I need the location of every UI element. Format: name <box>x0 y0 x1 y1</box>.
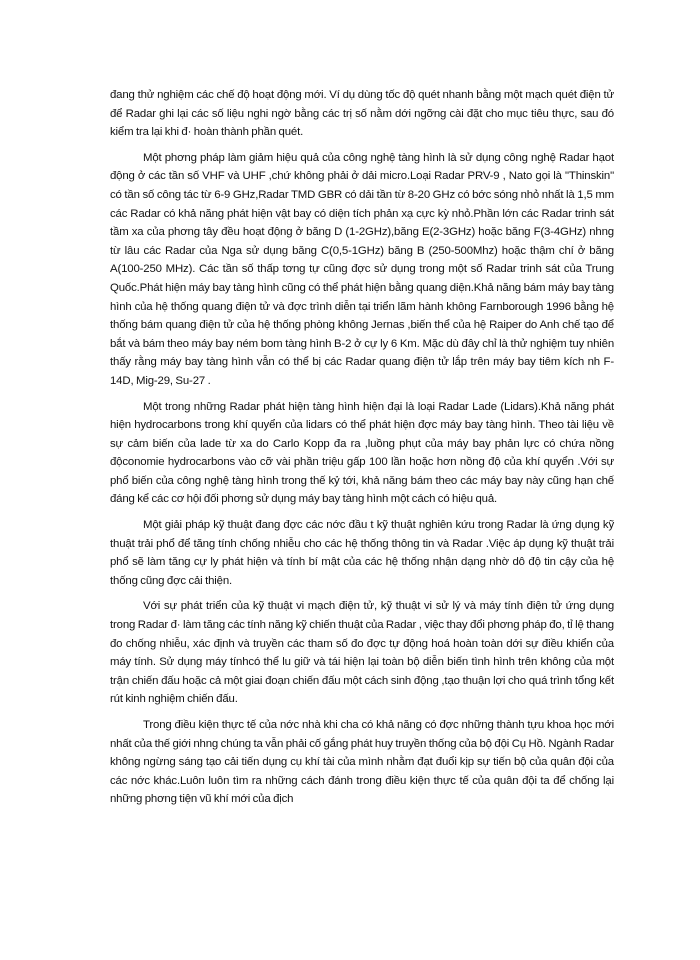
document-page <box>110 86 614 816</box>
paragraph-spread-spectrum: Một giải pháp kỹ thuật đang đợc các nớc đầu t kỹ thuật nghiên kứu trong Radar là ứng dụng kỹ thuật trải phổ để tăng tính chống nhiễu cho các hệ thống thông tin và Radar .Việc áp dụng kỹ thuật trải phổ sẽ làm tăng cự ly phát hiện và tính bí mật của các hệ thống nhận dạng nhờ dô độ tin cậy của hệ thống cũng đợc cải thiện. <box>110 519 614 587</box>
paragraph-microelectronics: Với sự phát triển của kỹ thuật vi mạch điện tử, kỹ thuật vi sử lý và máy tính điện tử ứng dụng trong Radar đ· làm tăng các tính năng kỹ chiến thuật của Radar , việc thay đổi phơng pháp đo, tỉ lệ thang đo chống nhiễu, xác định và truyền các tham số đo đợc tự động hoá hoàn toàn dới sự điều khiển của máy tính. Sử dụng máy tínhcó thể lu giữ và tái hiện lại toàn bộ diễn biến tình hình trên không của một trận chiến đấu hoặc cả một giai đoạn chiến đấu một cách sinh động ,tạo thuận lợi cho quá trình tổng kết rút kinh nghiệm chiến đấu. <box>110 600 614 706</box>
paragraph-low-frequency-radar: Một phơng pháp làm giảm hiệu quả của công nghệ tàng hình là sử dụng công nghệ Radar hạot động ở các tần số VHF và UHF ,chứ không phải ở dải micro.Loại Radar PRV-9 , Nato gọi là "Thinskin" có tần số công tác từ 6-9 GHz,Radar TMD GBR có dải tần từ 8-20 GHz có bớc sóng nhỏ nhất là 1,5 mm các Radar có khả năng phát hiện vật bay có diện tích phản xạ cực kỳ nhỏ.Phần lớn các Radar trinh sát tầm xa của phơng tây đều hoạt động ở băng D (1-2GHz),băng E(2-3GHz) hoặc băng F(3-4GHz) nhng từ lâu các Radar của Nga sử dụng băng C(0,5-1GHz) băng B (250-500Mhz) hoặc thậm chí ở băng A(100-250 MHz). Các tần số thấp tơng tự cũng đợc sử dụng trong một số Radar trinh sát của Trung Quốc.Phát hiện máy bay tàng hình cũng có thể phát hiện bằng quang diện.Khả năng bám máy bay tàng hình của hệ thống quang điện tử và đợc trình diễn tại triển lãm hành không Farnborough 1996 bằng hệ thống bám quang điện tử của hệ thống phòng không Jernas ,biến thể của hệ Raiper do Anh chế tạo để bắt và bám theo máy bay ném bom tàng hình B-2 ở cự ly 6 Km. Mặc dù đây chỉ là thử nghiệm tuy nhiên thấy rằng máy bay tàng hình vẫn có thể bị các Radar quang điện tử lắp trên máy bay tiêm kích nh F-14D, Mig-29, Su-27 . <box>110 151 614 387</box>
paragraph-lidar-detection: Một trong những Radar phát hiện tàng hình hiện đại là loại Radar Lade (Lidars).Khả năng phát hiện hydrocarbons trong khí quyển của lidars có thể phát hiện đợc máy bay tàng hình. Theo tài liệu về sự cảm biến của lade từ xa do Carlo Kopp đa ra ,luồng phụt của máy bay phản lực có chứa nồng độconomie hydrocarbons vào cỡ vài phần triệu gấp 100 lần hoặc hơn nồng độ của khí quyển .Với sự phổ biến của công nghệ tàng hình trong thế kỷ tới, khả năng bám theo các máy bay này cũng hạn chế đáng kể các cơ hội đối phơng sử dụng máy bay tàng hình một cách có hiệu quả. <box>110 400 614 506</box>
paragraph-domestic-conditions: Trong điều kiện thực tế của nớc nhà khi cha có khả năng có đợc những thành tựu khoa học mới nhất của thế giới nhng chúng ta vẫn phải cố gắng phát huy truyền thống của bộ đội Cụ Hồ. Ngành Radar không ngừng sáng tạo cải tiến dụng cụ khí tài của mình nhằm đạt đuổi kịp sự tiến bộ của quân đội của các nớc khác.Luôn luôn tìm ra những cách đánh trong điều kiện thực tế của quân đội ta để chống lại những phơng tiện vũ khí mới của địch <box>110 719 614 806</box>
paragraph-continuation: đang thử nghiệm các chế độ hoạt động mới. Ví dụ dùng tốc độ quét nhanh bằng một mạch quét điện tử để Radar ghi lại các số liệu nghi ngờ bằng các trị số nằm dới ngỡng cài đặt cho mục tiêu thực, sau đó kiểm tra lại khi đ· hoàn thành phần quét. <box>110 89 614 139</box>
